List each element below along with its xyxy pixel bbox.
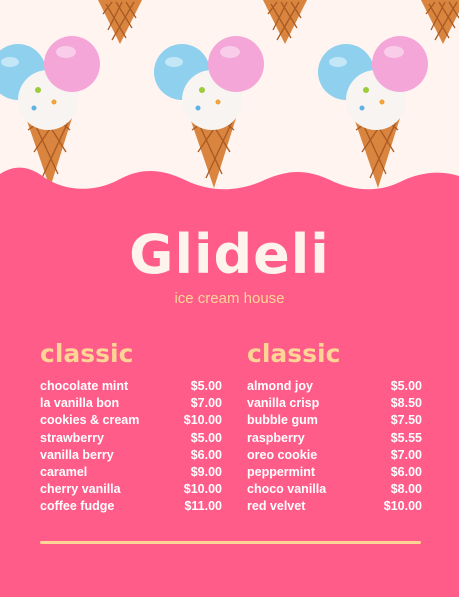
menu-item xyxy=(40,481,222,498)
menu-item-price: $11.00 xyxy=(184,499,222,514)
menu-item-name: coffee fudge xyxy=(40,499,115,514)
menu-item-price: $10.00 xyxy=(183,482,222,497)
menu-item-name: cherry vanilla xyxy=(40,482,121,497)
menu-item xyxy=(247,481,422,498)
menu-item-price: $8.50 xyxy=(390,396,422,411)
brand-title: Glideli xyxy=(129,223,330,286)
menu-item-name: red velvet xyxy=(247,499,306,514)
menu-item-name: choco vanilla xyxy=(247,482,327,497)
menu-item-price: $7.00 xyxy=(390,447,422,462)
menu-item xyxy=(40,447,222,464)
menu-item xyxy=(247,395,422,412)
menu-column-left xyxy=(40,336,222,516)
menu-item-name: bubble gum xyxy=(247,413,318,428)
menu-item-name: la vanilla bon xyxy=(40,396,120,411)
menu-item-name: strawberry xyxy=(40,430,104,445)
menu-item-price: $6.00 xyxy=(390,465,422,480)
menu-item-name: caramel xyxy=(40,465,88,480)
footer-divider xyxy=(40,541,421,544)
menu-item-price: $5.00 xyxy=(390,379,422,393)
menu-item-name: peppermint xyxy=(247,465,316,480)
menu-item-price: $5.55 xyxy=(390,430,422,445)
menu-item xyxy=(247,430,422,447)
menu-item-name: chocolate mint xyxy=(40,379,129,393)
pink-wave-divider xyxy=(0,160,459,210)
menu-item-name: raspberry xyxy=(247,430,305,445)
menu-item-price: $8.00 xyxy=(390,482,422,497)
menu-item xyxy=(40,430,222,447)
menu-item-price: $7.50 xyxy=(390,413,422,428)
menu-item xyxy=(40,395,222,412)
menu-item-price: $10.00 xyxy=(183,413,222,428)
menu-item-price: $5.00 xyxy=(190,379,222,393)
menu-column-right xyxy=(247,336,422,516)
menu-item-price: $10.00 xyxy=(383,499,422,514)
menu-item xyxy=(40,498,222,515)
menu-item xyxy=(247,378,422,395)
menu-item xyxy=(40,378,222,395)
menu-heading: classic xyxy=(247,339,341,368)
menu-item-price: $5.00 xyxy=(190,430,222,445)
menu-item xyxy=(40,412,222,429)
menu-item xyxy=(40,464,222,481)
menu-item xyxy=(247,498,422,515)
menu-item xyxy=(247,464,422,481)
menu-item xyxy=(247,412,422,429)
menu-item-name: oreo cookie xyxy=(247,447,318,462)
brand-tagline: ice cream house xyxy=(174,290,285,307)
menu-item-name: vanilla berry xyxy=(40,447,114,462)
menu-item-price: $6.00 xyxy=(190,447,222,462)
menu-item-price: $7.00 xyxy=(190,396,222,411)
menu-item-name: vanilla crisp xyxy=(247,396,320,411)
menu-item xyxy=(247,447,422,464)
menu-item-price: $9.00 xyxy=(190,465,222,480)
menu-item-name: cookies & cream xyxy=(40,413,140,428)
menu-heading: classic xyxy=(40,339,134,368)
menu-item-name: almond joy xyxy=(247,379,313,393)
